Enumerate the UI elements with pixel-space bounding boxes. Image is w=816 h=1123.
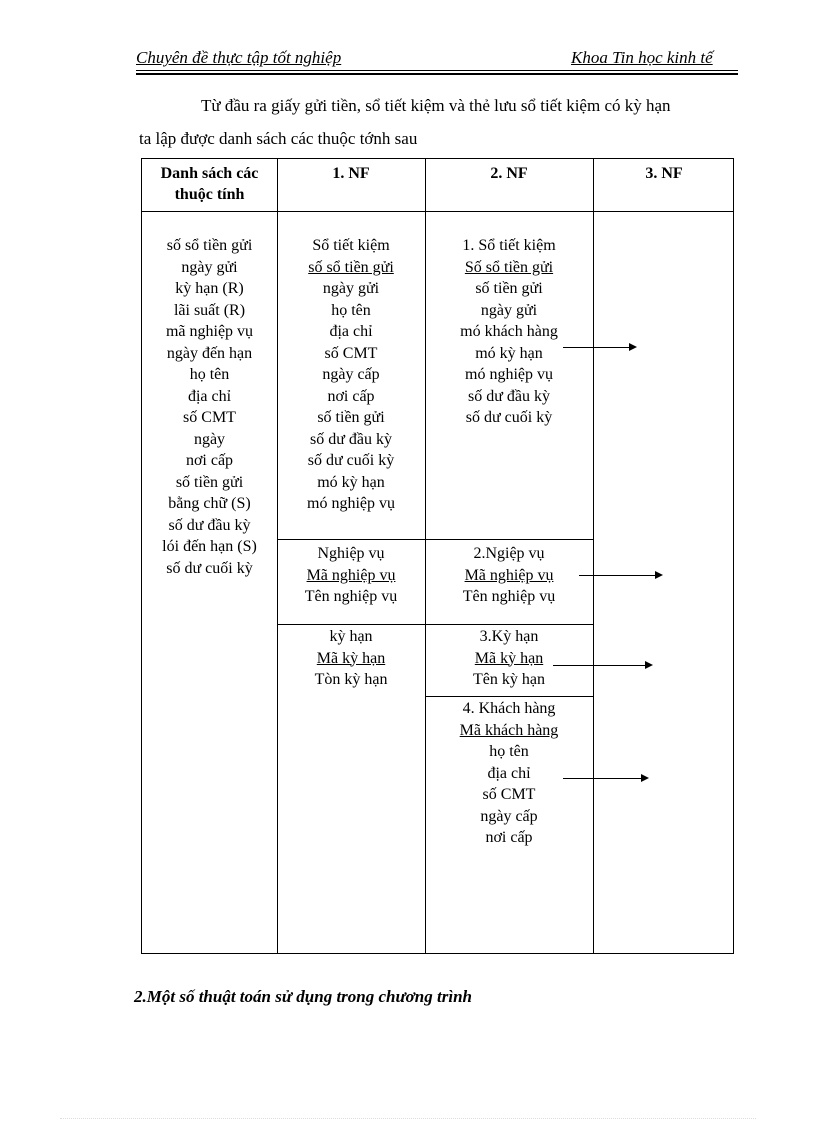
- section-title: 2.Một số thuật toán sử dụng trong chương trình: [134, 987, 472, 1006]
- page-bottom-rule: [60, 1118, 756, 1119]
- intro-line-2: ta lập được danh sách các thuộc tớnh sau: [139, 129, 418, 148]
- arrow-to-3nf: [563, 778, 647, 779]
- nf1-nghiep-vu: Nghiệp vụ Mã nghiệp vụ Tên nghiệp vụ: [304, 545, 398, 605]
- header-3nf: 3. NF: [645, 165, 683, 182]
- nf1-so-tiet-kiem: Sổ tiết kiệm số sổ tiền gửi ngày gửi họ tên địa chỉ số CMT ngày cấp nơi cấp số tiền gửi số dư đầu kỳ số dư cuối kỳ mó kỳ hạn mó nghiệp vụ: [307, 237, 395, 512]
- row-divider: [277, 539, 593, 540]
- header-attributes: Danh sách các thuộc tính: [160, 165, 259, 203]
- arrow-to-3nf: [579, 575, 661, 576]
- nf2-khach-hang: 4. Khách hàng Mã khách hàng họ tên địa chỉ số CMT ngày cấp nơi cấp: [459, 700, 559, 846]
- header-2nf: 2. NF: [490, 165, 528, 182]
- header-1nf: 1. NF: [332, 165, 370, 182]
- header-rule-thick: [136, 73, 738, 75]
- header-right: Khoa Tin học kinh tế: [571, 48, 713, 67]
- nf2-ky-han: 3.Kỳ hạn Mã kỳ hạn Tên kỳ hạn: [473, 628, 545, 688]
- col-divider: [593, 159, 594, 953]
- nf1-ky-han: kỳ hạn Mã kỳ hạn Tòn kỳ hạn: [314, 628, 388, 688]
- normalization-table: [141, 158, 734, 954]
- nf2-so-tiet-kiem: 1. Sổ tiết kiệm Số sổ tiền gửi số tiền gửi ngày gửi mó khách hàng mó kỳ hạn mó nghiệp vụ số dư đầu kỳ số dư cuối kỳ: [460, 237, 558, 426]
- nf2-nghiep-vu: 2.Ngiệp vụ Mã nghiệp vụ Tên nghiệp vụ: [462, 545, 556, 605]
- header-divider: [142, 211, 733, 212]
- row-divider: [425, 696, 593, 697]
- arrow-to-3nf: [553, 665, 651, 666]
- attribute-list: số sổ tiền gửi ngày gửi kỳ hạn (R) lãi suất (R) mã nghiệp vụ ngày đến hạn họ tên địa chỉ số CMT ngày nơi cấp số tiền gửi bằng chữ (S) số dư đầu kỳ lói đến hạn (S) số dư cuối kỳ: [162, 237, 257, 577]
- header-left: Chuyên đề thực tập tốt nghiệp: [136, 48, 342, 67]
- row-divider: [277, 624, 593, 625]
- arrow-to-3nf: [563, 347, 635, 348]
- intro-line-1: Từ đầu ra giấy gửi tiền, sổ tiết kiệm và thẻ lưu sổ tiết kiệm có kỳ hạn: [201, 96, 671, 115]
- header-rule: [136, 70, 738, 71]
